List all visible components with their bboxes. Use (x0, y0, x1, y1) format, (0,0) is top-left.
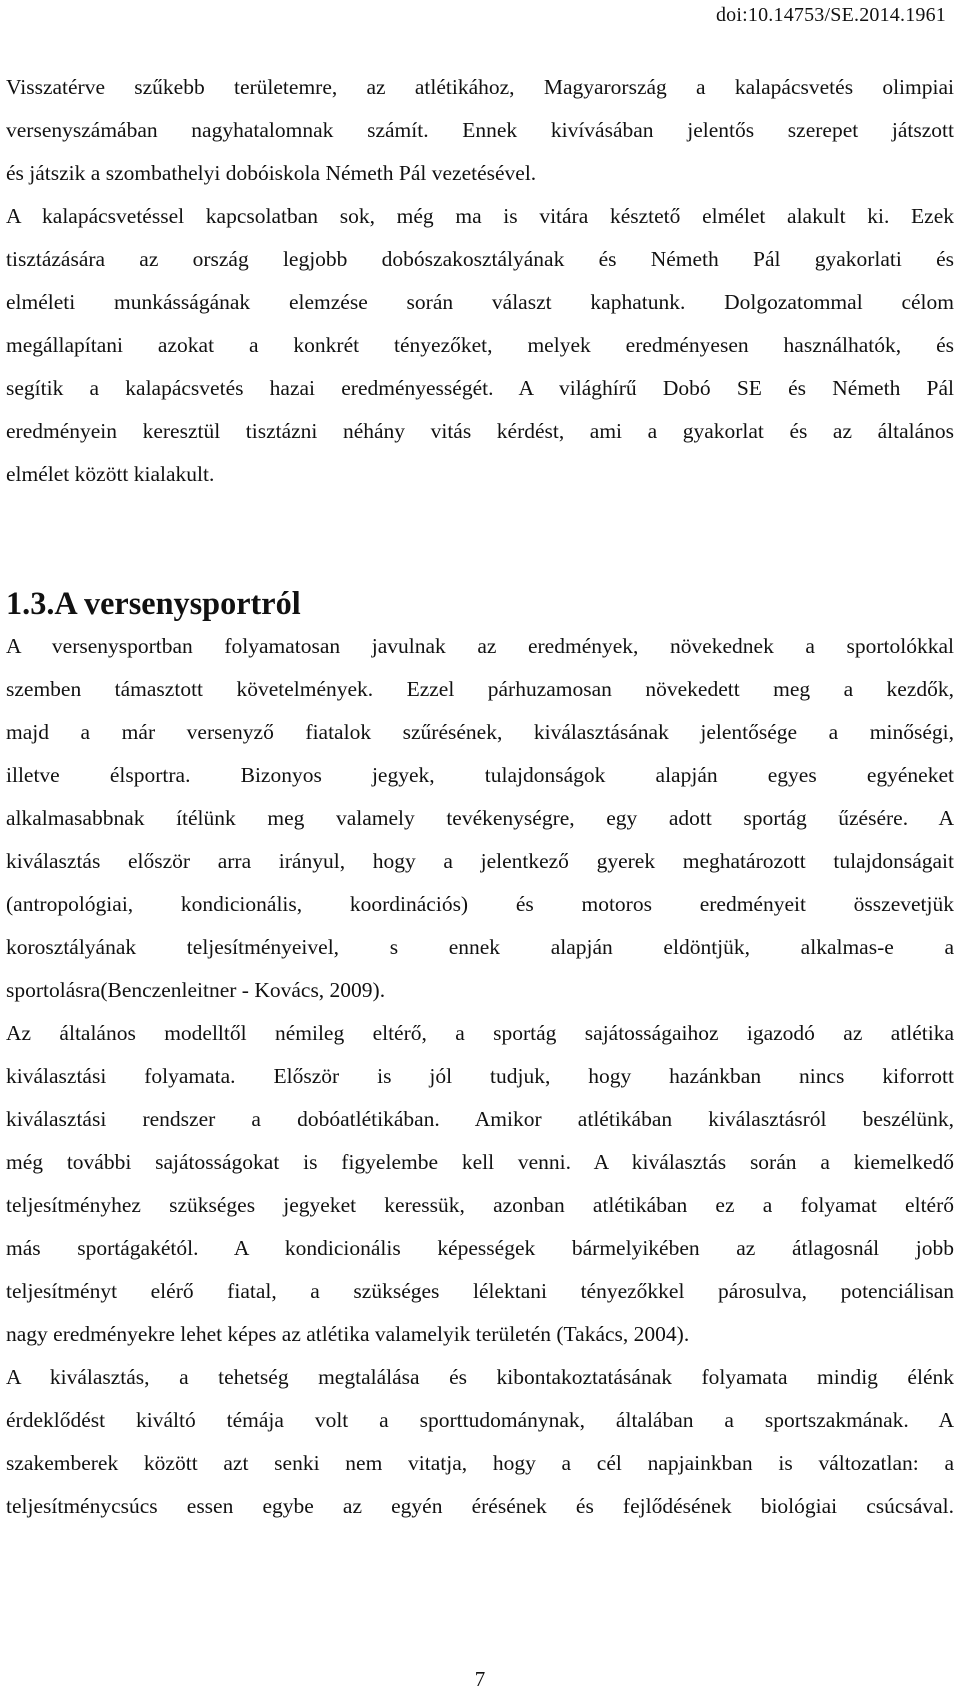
text-line: még további sajátosságokat is figyelembe kell venni. A kiválasztás során a kiemelkedő (6, 1150, 954, 1174)
text-line: segítik a kalapácsvetés hazai eredményességét. A világhírű Dobó SE és Németh Pál (6, 376, 954, 400)
text-line: korosztályának teljesítményeivel, s ennek alapján eldöntjük, alkalmas-e a (6, 935, 954, 959)
doi-header: doi:10.14753/SE.2014.1961 (715, 4, 946, 26)
section-heading: 1.3.A versenysportról (6, 585, 301, 621)
text-line: más sportágakétól. A kondicionális képességek bármelyikében az átlagosnál jobb (6, 1236, 954, 1260)
text-line: eredményein keresztül tisztázni néhány vitás kérdést, ami a gyakorlat és az általános (6, 419, 954, 443)
text-line: teljesítményhez szükséges jegyeket keressük, azonban atlétikában ez a folyamat eltérő (6, 1193, 954, 1217)
text-line: Az általános modelltől némileg eltérő, a sportág sajátosságaihoz igazodó az atlétika (6, 1021, 954, 1045)
text-line: versenyszámában nagyhatalomnak számít. Ennek kivívásában jelentős szerepet játszott (6, 118, 954, 142)
text-line: alkalmasabbnak ítélünk meg valamely tevékenységre, egy adott sportág űzésére. A (6, 806, 954, 830)
section-paragraph-3 (6, 1356, 954, 1528)
text-line: szemben támasztott követelmények. Ezzel párhuzamosan növekedett meg a kezdők, (6, 677, 954, 701)
text-line: kiválasztás először arra irányul, hogy a jelentkező gyerek meghatározott tulajdonságait (6, 849, 954, 873)
text-line: megállapítani azokat a konkrét tényezőket, melyek eredményesen használhatók, és (6, 333, 954, 357)
text-line: majd a már versenyző fiatalok szűrésének, kiválasztásának jelentősége a minőségi, (6, 720, 954, 744)
text-line: A versenysportban folyamatosan javulnak az eredmények, növekednek a sportolókkal (6, 634, 954, 658)
text-line: (antropológiai, kondicionális, koordinációs) és motoros eredményeit összevetjük (6, 892, 954, 916)
text-line: és játszik a szombathelyi dobóiskola Németh Pál vezetésével. (6, 161, 537, 185)
text-line: nagy eredményekre lehet képes az atlétika valamelyik területén (Takács, 2004). (6, 1322, 690, 1346)
text-line: kiválasztási folyamata. Először is jól tudjuk, hogy hazánkban nincs kiforrott (6, 1064, 954, 1088)
document-body (6, 66, 954, 1528)
text-line: sportolásra(Benczenleitner - Kovács, 2009). (6, 978, 386, 1002)
intro-paragraph (6, 66, 954, 496)
text-line: elmélet között kialakult. (6, 462, 215, 486)
text-line: A kiválasztás, a tehetség megtalálása és kibontakoztatásának folyamata mindig élénk (6, 1365, 954, 1389)
text-line: teljesítményt elérő fiatal, a szükséges lélektani tényezőkkel párosulva, potenciálisan (6, 1279, 954, 1303)
text-line: teljesítménycsúcs essen egybe az egyén érésének és fejlődésének biológiai csúcsával. (6, 1494, 954, 1518)
text-line: tisztázására az ország legjobb dobószakosztályának és Németh Pál gyakorlati és (6, 247, 954, 271)
text-line: illetve élsportra. Bizonyos jegyek, tulajdonságok alapján egyes egyéneket (6, 763, 954, 787)
text-line: Visszatérve szűkebb területemre, az atlétikához, Magyarország a kalapácsvetés olimpiai (6, 75, 954, 99)
section-spacer (6, 496, 954, 582)
text-line: elméleti munkásságának elemzése során választ kaphatunk. Dolgozatommal célom (6, 290, 954, 314)
section-paragraph-1 (6, 625, 954, 1012)
text-line: érdeklődést kiváltó témája volt a sporttudománynak, általában a sportszakmának. A (6, 1408, 954, 1432)
section-paragraph-2 (6, 1012, 954, 1356)
text-line: A kalapácsvetéssel kapcsolatban sok, még ma is vitára késztető elmélet alakult ki. Ezek (6, 204, 954, 228)
page-number: 7 (474, 1667, 486, 1691)
text-line: szakemberek között azt senki nem vitatja, hogy a cél napjainkban is változatlan: a (6, 1451, 954, 1475)
text-line: kiválasztási rendszer a dobóatlétikában. Amikor atlétikában kiválasztásról beszélünk, (6, 1107, 954, 1131)
